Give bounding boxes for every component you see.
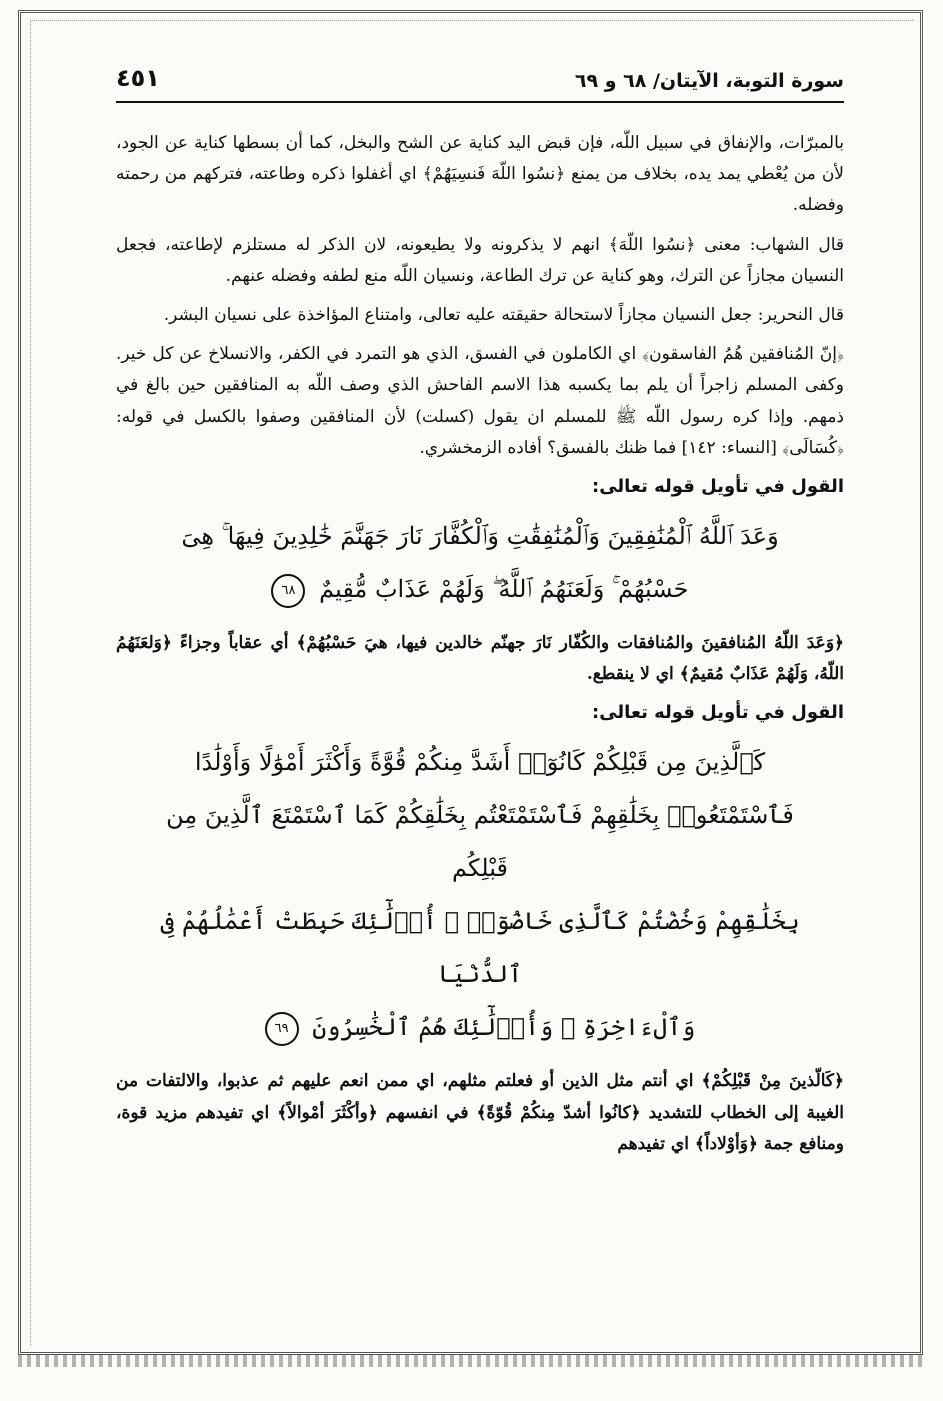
ayah-number-marker: ٦٨ xyxy=(271,574,305,608)
section-heading: القول في تأويل قوله تعالى: xyxy=(592,476,844,498)
quran-verse-block xyxy=(116,510,844,616)
paragraph: بالمبرّات، والإنفاق في سبيل اللّه، فإن قبض اليد كناية عن الشح والبخل، كما أن بسطها كناية عن الجود، لأن من يُعْطي يمد يده، بخلاف من يمنع ﴿نسُوا اللّهَ فَنسِيَهُمْ﴾ اي أغفلوا ذكره وطاعته، فتركهم من رحمته وفضله. xyxy=(116,133,844,216)
page-body xyxy=(116,128,844,1168)
paragraph: ﴿وَعَدَ اللّهُ المُنافقينَ والمُنافقات والكُفّار نَارَ جهنّم خالدين فيها، هيَ حَسْبُهُمْ﴾ أي عقاباً وجزاءً ﴿وَلعَنَهُمُ اللّهُ، وَلَهُمْ عَذَابٌ مُقيمٌ﴾ اي لا ينقطع. xyxy=(116,633,844,685)
section-heading: القول في تأويل قوله تعالى: xyxy=(592,702,844,724)
ayah-number-marker: ٦٩ xyxy=(265,1012,299,1046)
quran-verse-block xyxy=(116,736,844,1054)
verse-line: فَٱسْتَمْتَعُوا۟ بِخَلَٰقِهِمْ فَٱسْتَمْتَعْتُم بِخَلَٰقِكُمْ كَمَا ٱسْتَمْتَعَ ٱلَّذِينَ مِن قَبْلِكُم xyxy=(166,801,794,883)
page-number: ٤٥١ xyxy=(116,64,160,92)
paragraph: ﴿إنّ المُنافقين هُمُ الفاسقون﴾ اي الكاملون في الفسق، الذي هو التمرد في الكفر، والانسلاخ عن كل خير. وكفى المسلم زاجراً أن يلم بما يكسبه هذا الاسم الفاحش الذي وصف اللّه به المنافقين حين بالغ في ذمهم. وإذا كره رسول اللّه ﷺ للمسلم ان يقول (كسلت) لأن المنافقين وصفوا بالكسل في قوله: ﴿كُسَالَى﴾ [النساء: ١٤٢] فما ظنك بالفسق؟ أفاده الزمخشري. xyxy=(116,344,844,458)
paragraph: ﴿كَالّذينَ مِنْ قَبْلِكُمْ﴾ اي أنتم مثل الذين أو فعلتم مثلهم، اي ممن انعم عليهم ثم عذبوا، والالتفات من الغيبة إلى الخطاب للتشديد ﴿كانُوا أشدّ مِنكُمْ قُوّةً﴾ في انفسهم ﴿وأكْثَرَ أمْوالاً﴾ اي تفيدهم مزيد قوة، ومنافع جمة ﴿وَأوْلاداً﴾ اي تفيدهم xyxy=(116,1071,844,1154)
verse-line-text: حَسْبُهُمْ ۚ وَلَعَنَهُمُ ٱللَّهُ ۖ وَلَهُمْ عَذَابٌ مُّقِيمٌ xyxy=(319,575,689,604)
bottom-ornament xyxy=(18,1355,923,1367)
verse-line: وَعَدَ ٱللَّهُ ٱلْمُنَٰفِقِينَ وَٱلْمُنَٰفِقَٰتِ وَٱلْكُفَّارَ نَارَ جَهَنَّمَ خَٰلِدِينَ فِيهَا ۚ هِىَ xyxy=(181,522,779,551)
verse-line: بِخَلَٰقِهِمْ وَخُضْتُمْ كَٱلَّذِى خَاضُوٓا۟ ۚ أُو۟لَٰٓئِكَ حَبِطَتْ أَعْمَٰلُهُمْ فِى ٱلدُّنْيَا xyxy=(160,907,800,989)
paragraph: قال الشهاب: معنى ﴿نسُوا اللّهَ﴾ انهم لا يذكرونه ولا يطيعونه، لان الذكر له مستلزم لإطاعته، فجعل النسيان مجازاً عن الترك، وهو كناية عن ترك الطاعة، ونسيان اللّه منع لطفه وفضله عنهم. xyxy=(116,234,844,286)
verse-line xyxy=(150,1001,810,1054)
header-rule xyxy=(116,101,844,103)
running-header-title: سورة التوبة، الآيتان/ ٦٨ و ٦٩ xyxy=(574,70,844,92)
verse-line-text: وَٱلْءَاخِرَةِ ۖ وَأُو۟لَٰٓئِكَ هُمُ ٱلْخَٰسِرُونَ xyxy=(312,1013,696,1042)
running-header xyxy=(116,58,844,98)
verse-line xyxy=(150,563,810,616)
paragraph: قال النحرير: جعل النسيان مجازاً لاستحالة حقيقته عليه تعالى، وامتناع المؤاخذة على نسيان البشر. xyxy=(163,305,844,326)
verse-line: كَٱلَّذِينَ مِن قَبْلِكُمْ كَانُوٓا۟ أَشَدَّ مِنكُمْ قُوَّةً وَأَكْثَرَ أَمْوَٰلًا وَأَوْلَٰدًا xyxy=(194,748,766,777)
